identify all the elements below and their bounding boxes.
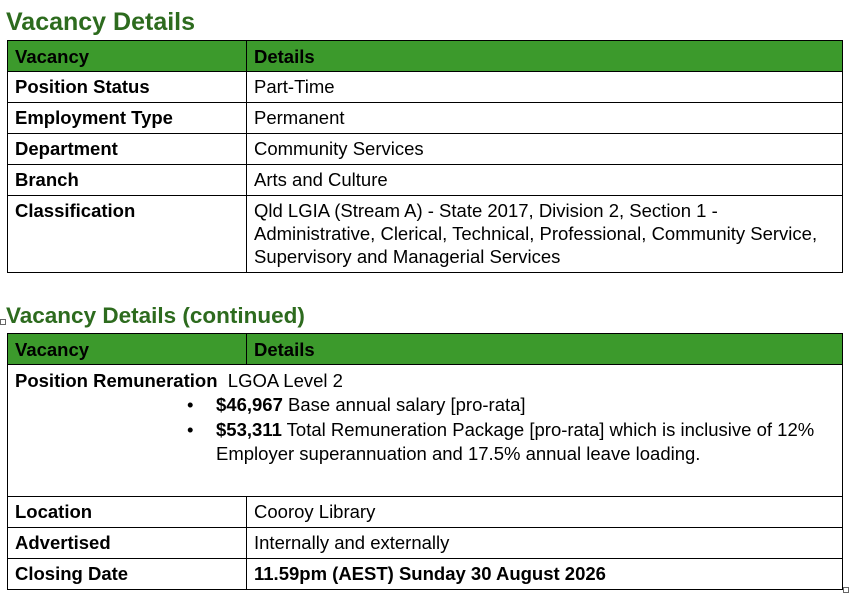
table-row	[8, 103, 843, 134]
row-label: Location	[8, 497, 247, 528]
bullet-icon: •	[187, 394, 194, 415]
header-vacancy: Vacancy	[8, 41, 247, 72]
table-row	[8, 196, 843, 273]
header-details: Details	[247, 41, 843, 72]
table-resize-handle[interactable]	[843, 587, 849, 593]
section-title-continued: Vacancy Details (continued)	[6, 303, 305, 328]
section-title: Vacancy Details	[6, 8, 196, 36]
row-value: Community Services	[247, 134, 843, 165]
package-amount: $53,311	[216, 418, 282, 440]
table-row	[8, 134, 843, 165]
row-label: Advertised	[8, 528, 247, 559]
row-label: Employment Type	[8, 103, 247, 134]
salary-text: Base annual salary [pro-rata]	[282, 394, 526, 415]
header-vacancy: Vacancy	[8, 334, 247, 365]
row-label: Position Status	[8, 72, 247, 103]
header-details: Details	[247, 334, 843, 365]
vacancy-details-continued-table	[7, 333, 843, 590]
package-text: Total Remuneration Package [pro-rata] which is inclusive of 12% Employer superannuation and 17.5% annual leave loading.	[216, 418, 815, 464]
table-row	[8, 528, 843, 559]
row-value: Qld LGIA (Stream A) - State 2017, Division 2, Section 1 - Administrative, Clerical, Technical, Professional, Community Service, Supervisory and Managerial Services	[247, 196, 843, 273]
table-header-row	[8, 41, 843, 72]
row-label: Department	[8, 134, 247, 165]
row-value: Cooroy Library	[247, 497, 843, 528]
row-value: Part-Time	[247, 72, 843, 103]
row-value: Permanent	[247, 103, 843, 134]
row-value: Arts and Culture	[247, 165, 843, 196]
salary-amount: $46,967	[216, 394, 283, 415]
table-row	[8, 559, 843, 590]
remuneration-cell	[8, 365, 843, 497]
bullet-icon: •	[187, 418, 194, 440]
remuneration-list	[15, 393, 842, 467]
remuneration-heading	[15, 369, 842, 393]
row-value: 11.59pm (AEST) Sunday 30 August 2026	[247, 559, 843, 590]
remuneration-level: LGOA Level 2	[227, 370, 343, 391]
row-value: Internally and externally	[247, 528, 843, 559]
row-label: Closing Date	[8, 559, 247, 590]
list-item	[15, 418, 842, 467]
row-label: Position Remuneration	[15, 370, 218, 391]
list-item	[15, 393, 842, 418]
table-row	[8, 165, 843, 196]
table-row	[8, 365, 843, 497]
row-label: Branch	[8, 165, 247, 196]
table-row	[8, 497, 843, 528]
table-row	[8, 72, 843, 103]
table-header-row	[8, 334, 843, 365]
vacancy-details-table	[7, 40, 843, 273]
row-label: Classification	[8, 196, 247, 273]
